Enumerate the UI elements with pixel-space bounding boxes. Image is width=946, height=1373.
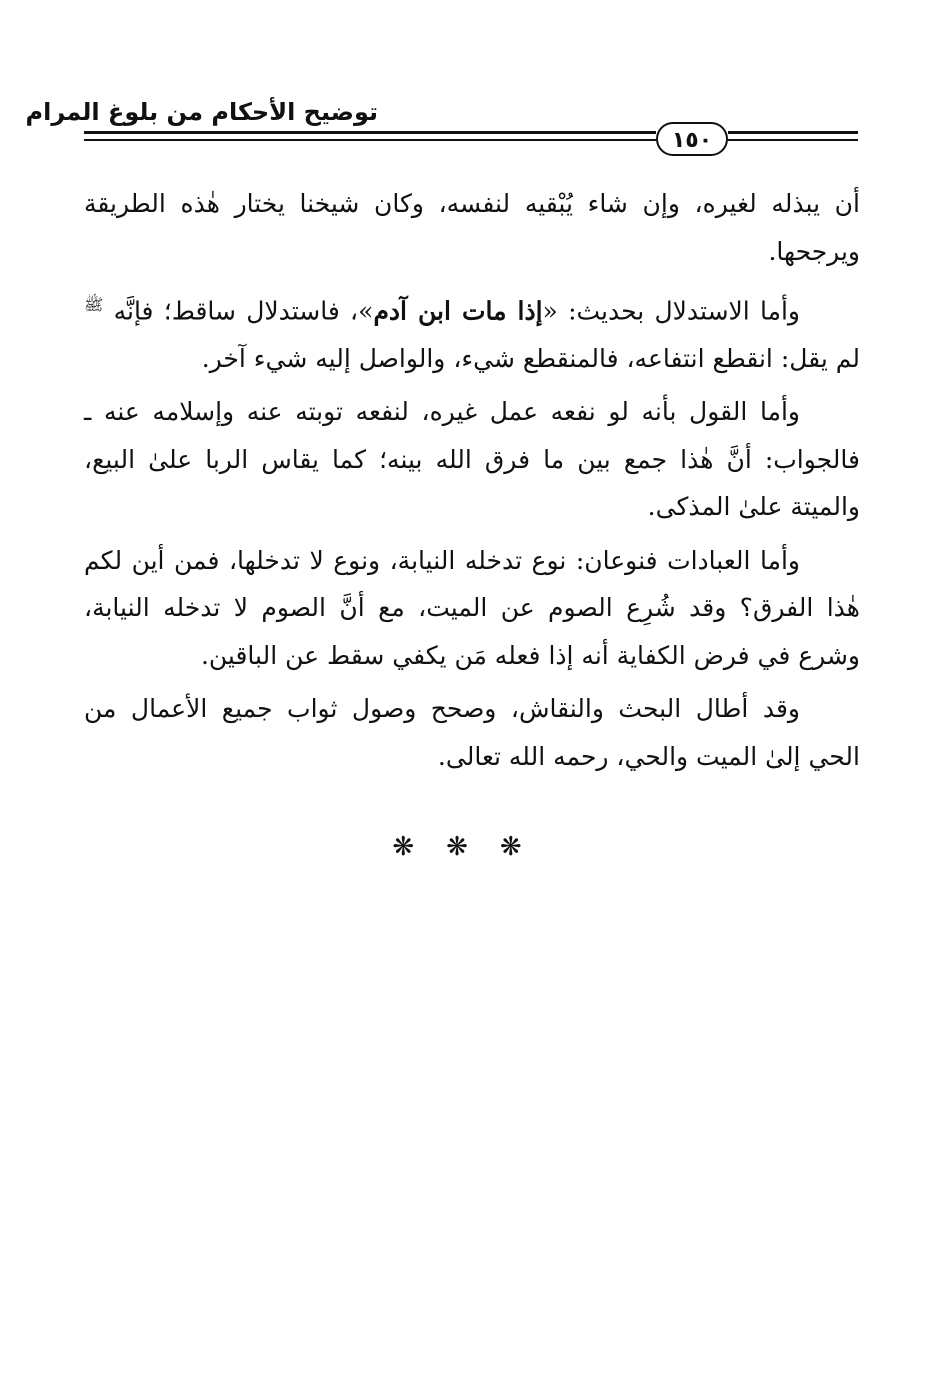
- body-text: [84, 180, 860, 786]
- paragraph-2-end: لم يقل: انقطع انتفاعه، فالمنقطع شيء، والواصل إليه شيء آخر.: [201, 343, 860, 373]
- paragraph-5: وقد أطال البحث والنقاش، وصحح وصول ثواب جميع الأعمال من الحي إلىٰ الميت والحي، رحمه الله تعالى.: [84, 694, 860, 771]
- paragraph-3: وأما القول بأنه لو نفعه عمل غيره، لنفعه توبته عنه وإسلامه عنه ـ فالجواب: أنَّ هٰذا جمع بين ما فرق الله بينه؛ كما يقاس الربا علىٰ البيع، والميتة علىٰ المذكى.: [84, 397, 860, 522]
- paragraph-2-middle: »، فاستدلال ساقط؛ فإنَّه: [103, 296, 374, 326]
- paragraph-1: أن يبذله لغيره، وإن شاء يُبْقيه لنفسه، وكان شيخنا يختار هٰذه الطريقة ويرجحها.: [84, 189, 860, 266]
- header-rule-top-right: [728, 131, 858, 134]
- header-rule-bottom: [84, 139, 656, 141]
- running-header-title: توضيح الأحكام من بلوغ المرام: [25, 98, 378, 126]
- paragraph-2-intro: وأما الاستدلال بحديث: «: [542, 296, 800, 326]
- header-rule-bottom-right: [728, 139, 858, 141]
- page-number-badge: ١٥٠: [656, 122, 728, 156]
- hadith-quote: إذا مات ابن آدم: [373, 296, 543, 326]
- paragraph-4: وأما العبادات فنوعان: نوع تدخله النيابة، ونوع لا تدخلها، فمن أين لكم هٰذا الفرق؟ وقد شُرِع الصوم عن الميت، مع أنَّ الصوم لا تدخله النيابة، وشرع في فرض الكفاية أنه إذا فعله مَن يكفي سقط عن الباقين.: [84, 545, 860, 670]
- header-rule-top: [84, 131, 656, 134]
- section-separator: ❋❋❋: [392, 832, 554, 862]
- paragraph-2: [84, 281, 860, 382]
- salutation-glyph: ﷺ: [84, 295, 104, 314]
